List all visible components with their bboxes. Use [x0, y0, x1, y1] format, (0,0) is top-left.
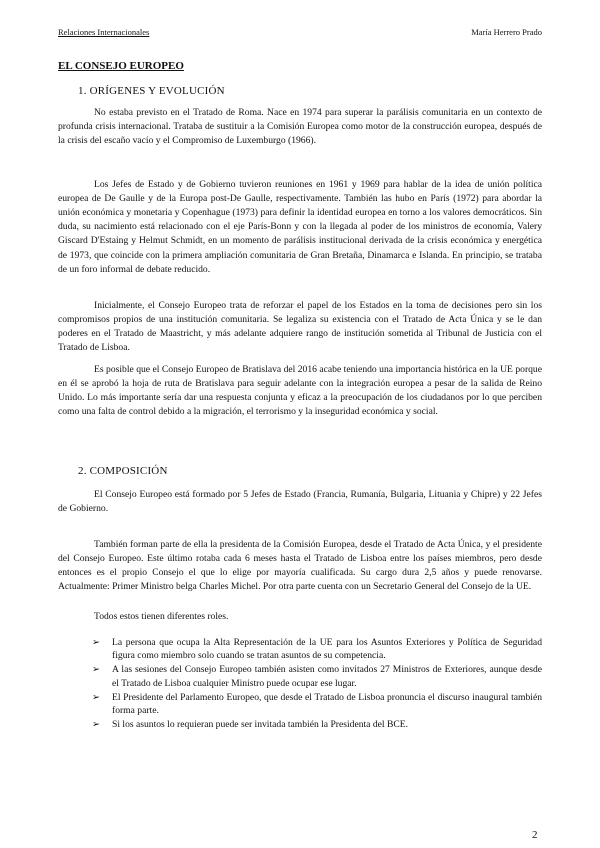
- paragraph-origins-2: Los Jefes de Estado y de Gobierno tuvieron reuniones en 1961 y 1969 para hablar de la idea de unión política europea de De Gaulle y de la Europa post-De Gaulle, respectivamente. También las hubo en París (1972) para abordar la unión económica y monetaria y Copenhague (1973) para definir la identidad europea en torno a los valores democráticos. Sin duda, su nacimiento está relacionado con el eje París-Bonn y con la llegada al poder de los ministros de economía, Valery Giscard D'Estaing y Helmut Schmidt, en un momento de parálisis institucional derivada de la crisis económica y energética de 1973, que coincide con la primera ampliación comunitaria de Gran Bretaña, Dinamarca e Islanda. En principio, se trataba de un foro informal de debate reducido.: [58, 178, 542, 275]
- arrow-bullet-icon: ➢: [92, 691, 101, 703]
- paragraph-composition-3: Todos estos tienen diferentes roles.: [94, 610, 229, 622]
- header-subject: Relaciones Internacionales: [58, 27, 150, 37]
- paragraph-composition-1: El Consejo Europeo está formado por 5 Jefes de Estado (Francia, Rumanía, Bulgaria, Lituania y Chipre) y 22 Jefes de Gobierno.: [58, 488, 542, 514]
- roles-list: [92, 636, 542, 732]
- paragraph-origins-4: Es posible que el Consejo Europeo de Bratislava del 2016 acabe teniendo una importancia histórica en la UE porque en él se aprobó la hoja de ruta de Bratislava para seguir adelante con la integración europea a pesar de la salida de Reino Unido. Lo más importante sería dar una respuesta conjunta y eficaz a la preocupación de los ciudadanos por lo que perciben como una falta de control debido a la migración, el terrorismo y la inseguridad económica y social.: [58, 363, 542, 418]
- header-author: María Herrero Prado: [471, 27, 542, 37]
- paragraph-composition-2: También forman parte de ella la presidenta de la Comisión Europea, desde el Tratado de Acta Única, y el presidente del Consejo Europeo. Este último rotaba cada 6 meses hasta el Tratado de Lisboa entre los países miembros, pero desde entonces es el propio Consejo el que lo elige por mayoría cualificada. Su cargo dura 2,5 años y puede renovarse. Actualmente: Primer Ministro belga Charles Michel. Por otra parte cuenta con un Secretario General del Consejo de la UE.: [58, 538, 542, 593]
- list-item: [92, 636, 542, 662]
- list-item: [92, 663, 542, 689]
- list-item-text: Si los asuntos lo requieran puede ser invitada también la Presidenta del BCE.: [112, 719, 409, 731]
- list-item-text: El Presidente del Parlamento Europeo, que desde el Tratado de Lisboa pronuncia el discurso inaugural también forma parte.: [112, 691, 542, 717]
- list-item: [92, 691, 542, 717]
- arrow-bullet-icon: ➢: [92, 719, 101, 731]
- section-heading-composition: 2. COMPOSICIÓN: [78, 465, 168, 477]
- arrow-bullet-icon: ➢: [92, 637, 101, 648]
- arrow-bullet-icon: ➢: [92, 664, 101, 676]
- section-heading-origins: 1. ORÍGENES Y EVOLUCIÓN: [78, 85, 225, 97]
- list-item-text: A las sesiones del Consejo Europeo también asisten como invitados 27 Ministros de Exteriores, aunque desde el Tratado de Lisboa cualquier Ministro puede ocupar ese lugar.: [112, 664, 542, 689]
- page-header: [58, 27, 542, 37]
- paragraph-origins-1: No estaba previsto en el Tratado de Roma. Nace en 1974 para superar la parálisis comunitaria en un contexto de profunda crisis internacional. Trataba de sustituir a la Comisión Europea como motor de la construcción europea, después de la crisis del escaño vacío y el Compromiso de Luxemburgo (1966).: [58, 106, 542, 146]
- paragraph-origins-3: Inicialmente, el Consejo Europeo trata de reforzar el papel de los Estados en la toma de decisiones pero sin los compromisos propios de una institución comunitaria. Se legaliza su existencia con el Tratado de Acta Única y se le dan poderes en el Tratado de Maastricht, y más adelante adquiere rango de institución sometida al Tribunal de Justicia con el Tratado de Lisboa.: [58, 299, 542, 354]
- document-title: EL CONSEJO EUROPEO: [58, 60, 184, 72]
- list-item-text: La persona que ocupa la Alta Representación de la UE para los Asuntos Exteriores y Política de Seguridad figura como miembro solo cuando se tratan asuntos de su competencia.: [112, 637, 542, 662]
- list-item: [92, 718, 542, 731]
- page-number: 2: [532, 829, 538, 841]
